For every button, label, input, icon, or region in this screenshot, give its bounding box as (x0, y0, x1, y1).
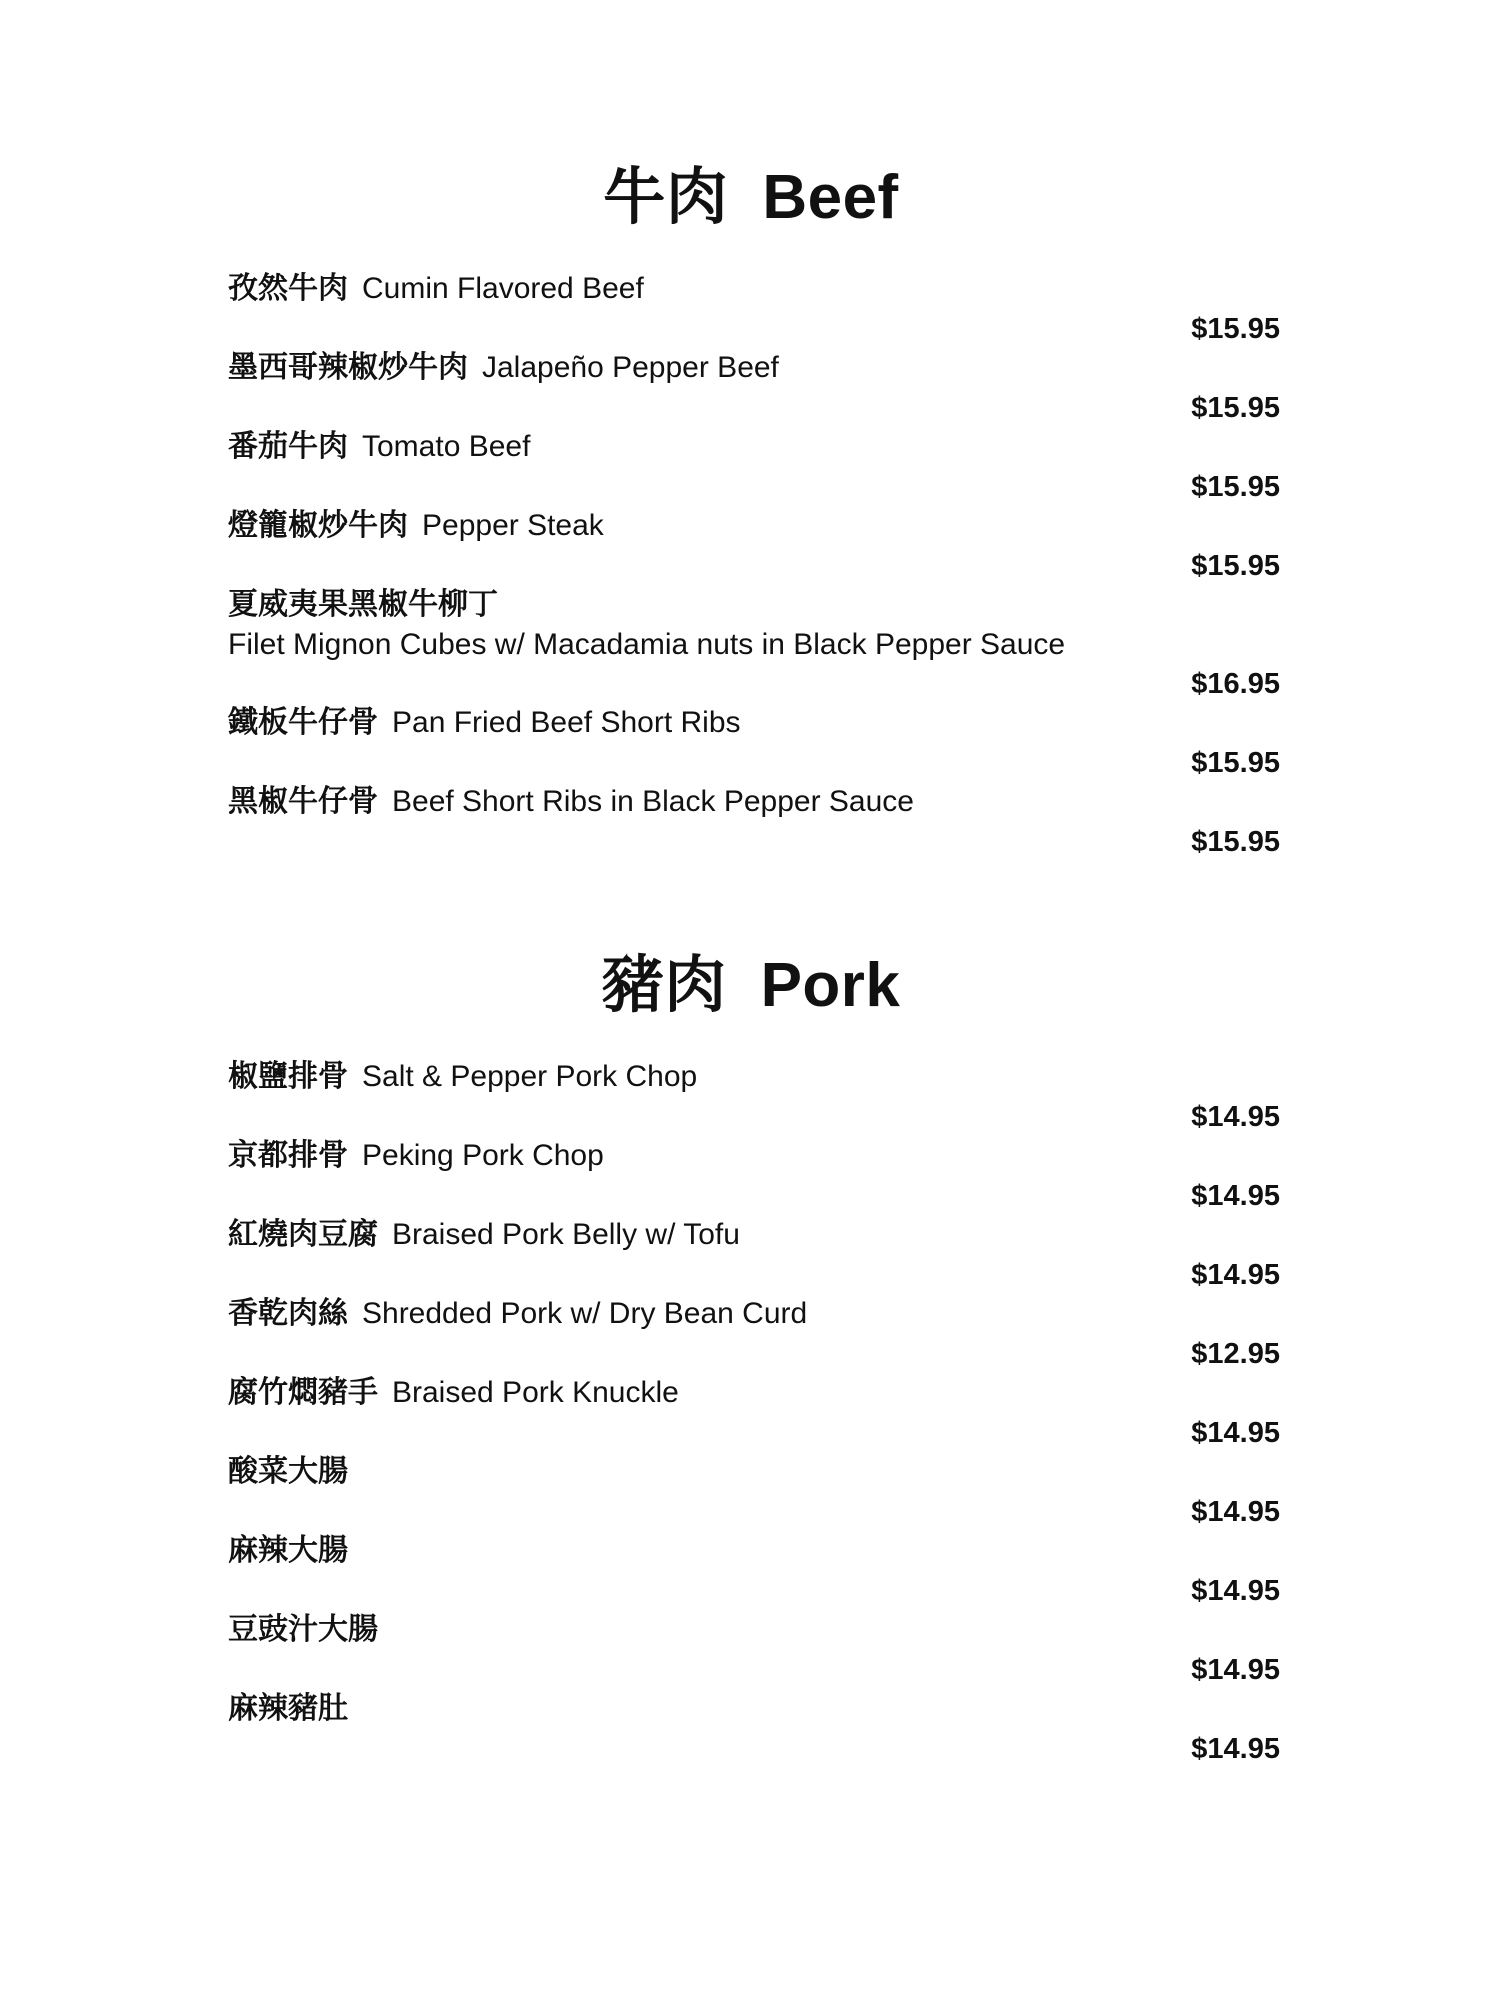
item-name-en: Cumin Flavored Beef (362, 272, 644, 305)
item-name-zh: 豆豉汁大腸 (228, 1613, 378, 1646)
menu-item (228, 271, 1280, 350)
item-name-zh: 麻辣豬肚 (228, 1692, 348, 1725)
item-name-en: Peking Pork Chop (362, 1139, 604, 1172)
menu-item (228, 1691, 1280, 1770)
item-name-zh: 墨西哥辣椒炒牛肉 (228, 351, 468, 384)
item-price: $16.95 (1191, 668, 1280, 700)
item-name-en: Jalapeño Pepper Beef (482, 351, 779, 384)
item-name-zh: 黑椒牛仔骨 (228, 785, 378, 818)
item-price: $14.95 (1191, 1654, 1280, 1686)
item-name-zh: 番茄牛肉 (228, 430, 348, 463)
section-title-pork (0, 948, 1494, 1024)
item-price: $15.95 (1191, 826, 1280, 858)
menu-item (228, 508, 1280, 587)
pork-section (0, 948, 1494, 1765)
beef-section (0, 160, 1494, 858)
pork-items (228, 1059, 1280, 1770)
item-name-zh: 酸菜大腸 (228, 1455, 348, 1488)
item-name-en: Filet Mignon Cubes w/ Macadamia nuts in Black Pepper Sauce (228, 628, 1066, 661)
item-price: $14.95 (1191, 1575, 1280, 1607)
beef-items (228, 271, 1280, 863)
item-price: $15.95 (1191, 747, 1280, 779)
section-title-en: Pork (760, 951, 901, 1020)
item-name-en: Braised Pork Knuckle (392, 1376, 679, 1409)
item-name-zh: 麻辣大腸 (228, 1534, 348, 1567)
item-name-zh: 香乾肉絲 (228, 1297, 348, 1330)
item-name-en: Braised Pork Belly w/ Tofu (392, 1218, 740, 1251)
item-price: $14.95 (1191, 1496, 1280, 1528)
menu-item (228, 1375, 1280, 1454)
menu-item (228, 587, 1280, 705)
menu-item (228, 1138, 1280, 1217)
section-title-en: Beef (762, 163, 899, 232)
item-price: $15.95 (1191, 550, 1280, 582)
item-name-zh: 孜然牛肉 (228, 272, 348, 305)
item-price: $15.95 (1191, 392, 1280, 424)
item-price: $14.95 (1191, 1180, 1280, 1212)
menu-item (228, 429, 1280, 508)
section-title-zh: 牛肉 (603, 163, 729, 232)
item-price: $14.95 (1191, 1101, 1280, 1133)
item-name-zh: 椒鹽排骨 (228, 1060, 348, 1093)
item-name-en: Pepper Steak (422, 509, 604, 542)
menu-item (228, 1454, 1280, 1533)
section-title-beef (0, 160, 1494, 236)
item-price: $14.95 (1191, 1417, 1280, 1449)
item-price: $15.95 (1191, 471, 1280, 503)
item-name-zh: 夏威夷果黑椒牛柳丁 (228, 588, 498, 621)
menu-item (228, 1217, 1280, 1296)
item-name-en: Beef Short Ribs in Black Pepper Sauce (392, 785, 914, 818)
item-name-en: Tomato Beef (362, 430, 531, 463)
item-name-en: Shredded Pork w/ Dry Bean Curd (362, 1297, 808, 1330)
item-name-zh: 鐵板牛仔骨 (228, 706, 378, 739)
menu-item (228, 784, 1280, 863)
menu-item (228, 1296, 1280, 1375)
item-price: $15.95 (1191, 313, 1280, 345)
item-name-en: Pan Fried Beef Short Ribs (392, 706, 741, 739)
menu-item (228, 705, 1280, 784)
item-name-zh: 腐竹燜豬手 (228, 1376, 378, 1409)
item-name-en: Salt & Pepper Pork Chop (362, 1060, 698, 1093)
menu-item (228, 1612, 1280, 1691)
item-price: $14.95 (1191, 1259, 1280, 1291)
menu-item (228, 350, 1280, 429)
item-price: $14.95 (1191, 1733, 1280, 1765)
item-name-zh: 燈籠椒炒牛肉 (228, 509, 408, 542)
item-name-zh: 紅燒肉豆腐 (228, 1218, 378, 1251)
section-title-zh: 豬肉 (601, 951, 727, 1020)
menu-item (228, 1533, 1280, 1612)
item-name-zh: 京都排骨 (228, 1139, 348, 1172)
menu-item (228, 1059, 1280, 1138)
item-price: $12.95 (1191, 1338, 1280, 1370)
